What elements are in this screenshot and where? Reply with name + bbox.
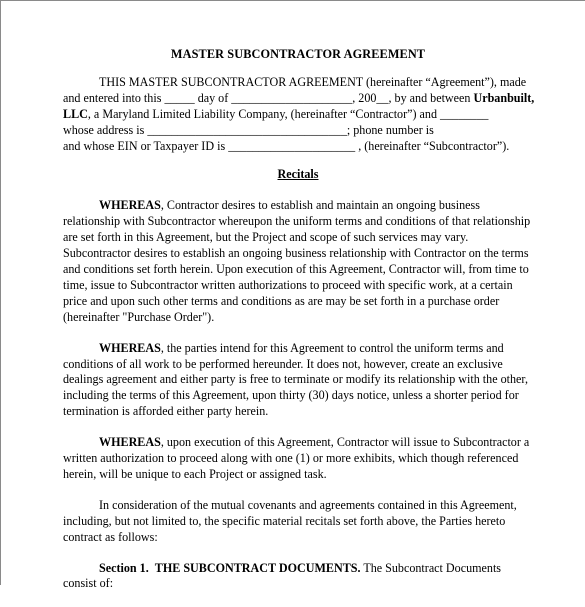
intro-text: , a Maryland Limited Liability Company, (hereinafter “Contractor”) and [87,106,441,121]
page-edge-left [0,0,1,585]
intro-line [63,123,533,139]
para-line: including, but not limited to, the specific material recitals set forth above, the Parties hereto [63,513,506,528]
intro-text: and entered into this [63,90,165,105]
contractor-name: Urbanbuilt, [473,90,535,105]
intro-text: day of [194,90,232,105]
para-line: Subcontractor desires to establish an ongoing business relationship with Contractor on the terms [63,246,529,261]
section-number: Section 1. [99,560,149,575]
para-line: price and upon such other terms and conditions as are may be set forth in a purchase order [63,293,500,308]
whereas-lead: WHEREAS [99,435,161,450]
page-edge-top [0,0,585,1]
whereas-lead: WHEREAS [99,198,161,213]
section-text: The Subcontract Documents [360,560,502,575]
document-title: MASTER SUBCONTRACTOR AGREEMENT [170,47,426,61]
intro-text: THIS MASTER SUBCONTRACTOR AGREEMENT (hereinafter “Agreement”), made [99,74,527,89]
para-line: including the terms of this Agreement, upon thirty (30) days notice, unless a shorter period for [63,388,519,403]
intro-line [63,107,533,123]
para-line: are set forth in this Agreement, but the Project and scope of such services may vary. [63,230,469,245]
intro-paragraph [63,75,533,155]
contractor-name-suffix: LLC [63,106,88,121]
intro-text: ; phone number is [346,122,434,137]
month-blank: ____________________ [231,90,353,105]
intro-text: , (hereinafter “Subcontractor”). [355,138,510,153]
para-line [63,341,533,357]
para-line: relationship with Subcontractor whereupon the uniform terms and conditions of that relationship [63,214,531,229]
intro-line [63,75,533,91]
section-line [63,561,533,577]
para-line: and conditions set forth herein. Upon execution of this Agreement, Contractor will, from time to [63,261,529,276]
para-line [63,498,533,514]
recital-paragraph-2 [63,341,533,421]
para-line: herein, will be unique to each Project or assigned task. [63,466,327,481]
intro-text: , 200 [352,90,377,105]
recital-paragraph-3 [63,435,533,483]
year-blank: __ [376,90,389,105]
intro-text: , by and between [388,90,474,105]
para-line: contract as follows: [63,529,158,544]
section-line: consist of: [63,576,114,591]
intro-text: and whose EIN or Taxpayer ID is [63,138,229,153]
para-text: , upon execution of this Agreement, Contractor will issue to Subcontractor a [160,435,530,450]
para-line [63,435,533,451]
intro-line [63,139,533,155]
whereas-lead: WHEREAS [99,340,161,355]
para-line: written authorization to proceed along with one (1) or more exhibits, which though referenced [63,451,519,466]
section-1 [63,561,533,593]
recital-paragraph-1 [63,198,533,325]
para-line: termination is afforded either party herein. [63,404,269,419]
ein-blank: _____________________ [228,138,356,153]
para-line: conditions of all work to be performed hereunder. It does not, however, create an exclusive [63,356,503,371]
section-heading: THE SUBCONTRACT DOCUMENTS. [154,560,361,575]
para-text: , Contractor desires to establish and maintain an ongoing business [160,198,480,213]
consideration-paragraph [63,498,533,546]
intro-text: whose address is [63,122,148,137]
day-blank: _____ [164,90,195,105]
para-text: In consideration of the mutual covenants and agreements contained in this Agreement, [99,497,517,512]
para-line [63,198,533,214]
para-text: , the parties intend for this Agreement to control the uniform terms and [160,340,504,355]
document-body [63,47,533,607]
para-line: (hereinafter "Purchase Order"). [63,309,215,324]
address-blank: _________________________________ [147,122,347,137]
subcontractor-blank: ________ [440,106,489,121]
intro-line [63,91,533,107]
recitals-heading: Recitals [277,167,319,182]
para-line: dealings agreement and either party is free to terminate or modify its relationship with the other, [63,372,528,387]
para-line: time, issue to Subcontractor written authorizations to proceed with specific work, at a certain [63,277,513,292]
